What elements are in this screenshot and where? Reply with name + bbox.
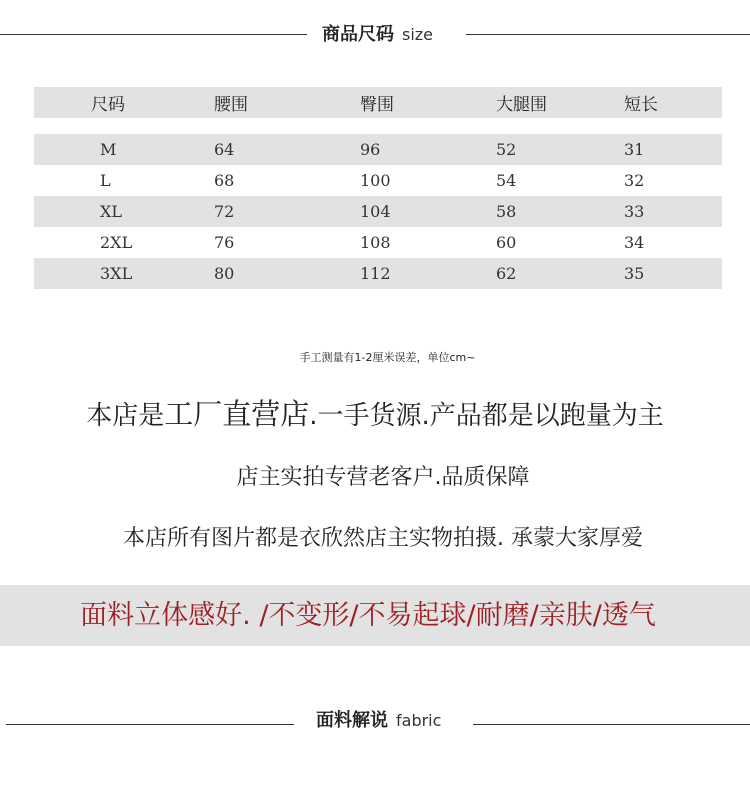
table-row	[34, 196, 722, 227]
divider-right	[473, 724, 750, 725]
cell-waist: 76	[214, 233, 235, 252]
fabric-subtitle-text: fabric	[396, 711, 442, 730]
size-section-header	[0, 20, 750, 50]
fabric-features-text: 面料立体感好. /不变形/不易起球/耐磨/亲肤/透气	[80, 600, 656, 631]
cell-size: M	[34, 134, 176, 165]
cell-size: XL	[34, 196, 176, 227]
cell-length: 34	[624, 233, 645, 252]
divider-left	[6, 724, 294, 725]
promo-line-photos: 本店所有图片都是衣欣然店主实物拍摄. 承蒙大家厚爱	[123, 526, 643, 551]
header-thigh: 大腿围	[458, 87, 584, 118]
cell-thigh: 62	[458, 258, 584, 289]
fabric-section-title	[316, 706, 441, 736]
size-title-text: 商品尺码	[322, 24, 394, 45]
cell-thigh: 58	[458, 196, 584, 227]
header-hip: 臀围	[318, 87, 458, 118]
size-section-title	[322, 20, 433, 50]
fabric-section-header	[0, 704, 750, 734]
promo-line1-prefix: 本店是	[86, 401, 165, 431]
size-subtitle-text: size	[402, 25, 434, 44]
cell-thigh: 52	[458, 134, 584, 165]
promo-line-factory	[0, 392, 750, 433]
header-waist: 腰围	[176, 87, 318, 118]
cell-hip: 96	[318, 134, 458, 165]
size-table	[34, 87, 722, 289]
cell-size: 2XL	[100, 233, 133, 252]
table-row	[34, 258, 722, 289]
cell-waist: 64	[176, 134, 318, 165]
table-row	[34, 227, 722, 258]
divider-left	[0, 34, 307, 35]
cell-waist: 68	[214, 171, 235, 190]
fabric-title-text: 面料解说	[316, 710, 388, 731]
cell-hip: 100	[360, 171, 391, 190]
measurement-note: 手工测量有1-2厘米误差，单位cm~	[299, 351, 476, 364]
cell-thigh: 54	[496, 171, 517, 190]
header-length: 短长	[584, 87, 722, 118]
header-size: 尺码	[34, 87, 176, 118]
cell-waist: 80	[176, 258, 318, 289]
table-row	[34, 134, 722, 165]
cell-waist: 72	[176, 196, 318, 227]
cell-hip: 108	[360, 233, 391, 252]
cell-thigh: 60	[496, 233, 517, 252]
promo-line1-suffix: .一手货源.产品都是以跑量为主	[309, 401, 664, 431]
divider-right	[466, 34, 750, 35]
cell-size: 3XL	[34, 258, 176, 289]
cell-length: 32	[624, 171, 645, 190]
promo-line-quality: 店主实拍专营老客户.品质保障	[236, 465, 530, 490]
cell-length: 35	[584, 258, 722, 289]
table-row	[34, 165, 722, 196]
table-header-row	[34, 87, 722, 118]
fabric-features-banner	[0, 585, 750, 646]
cell-hip: 104	[318, 196, 458, 227]
promo-line1-highlight: 工厂直营店	[164, 397, 310, 431]
cell-size: L	[100, 171, 111, 190]
cell-hip: 112	[318, 258, 458, 289]
cell-length: 31	[584, 134, 722, 165]
cell-length: 33	[584, 196, 722, 227]
